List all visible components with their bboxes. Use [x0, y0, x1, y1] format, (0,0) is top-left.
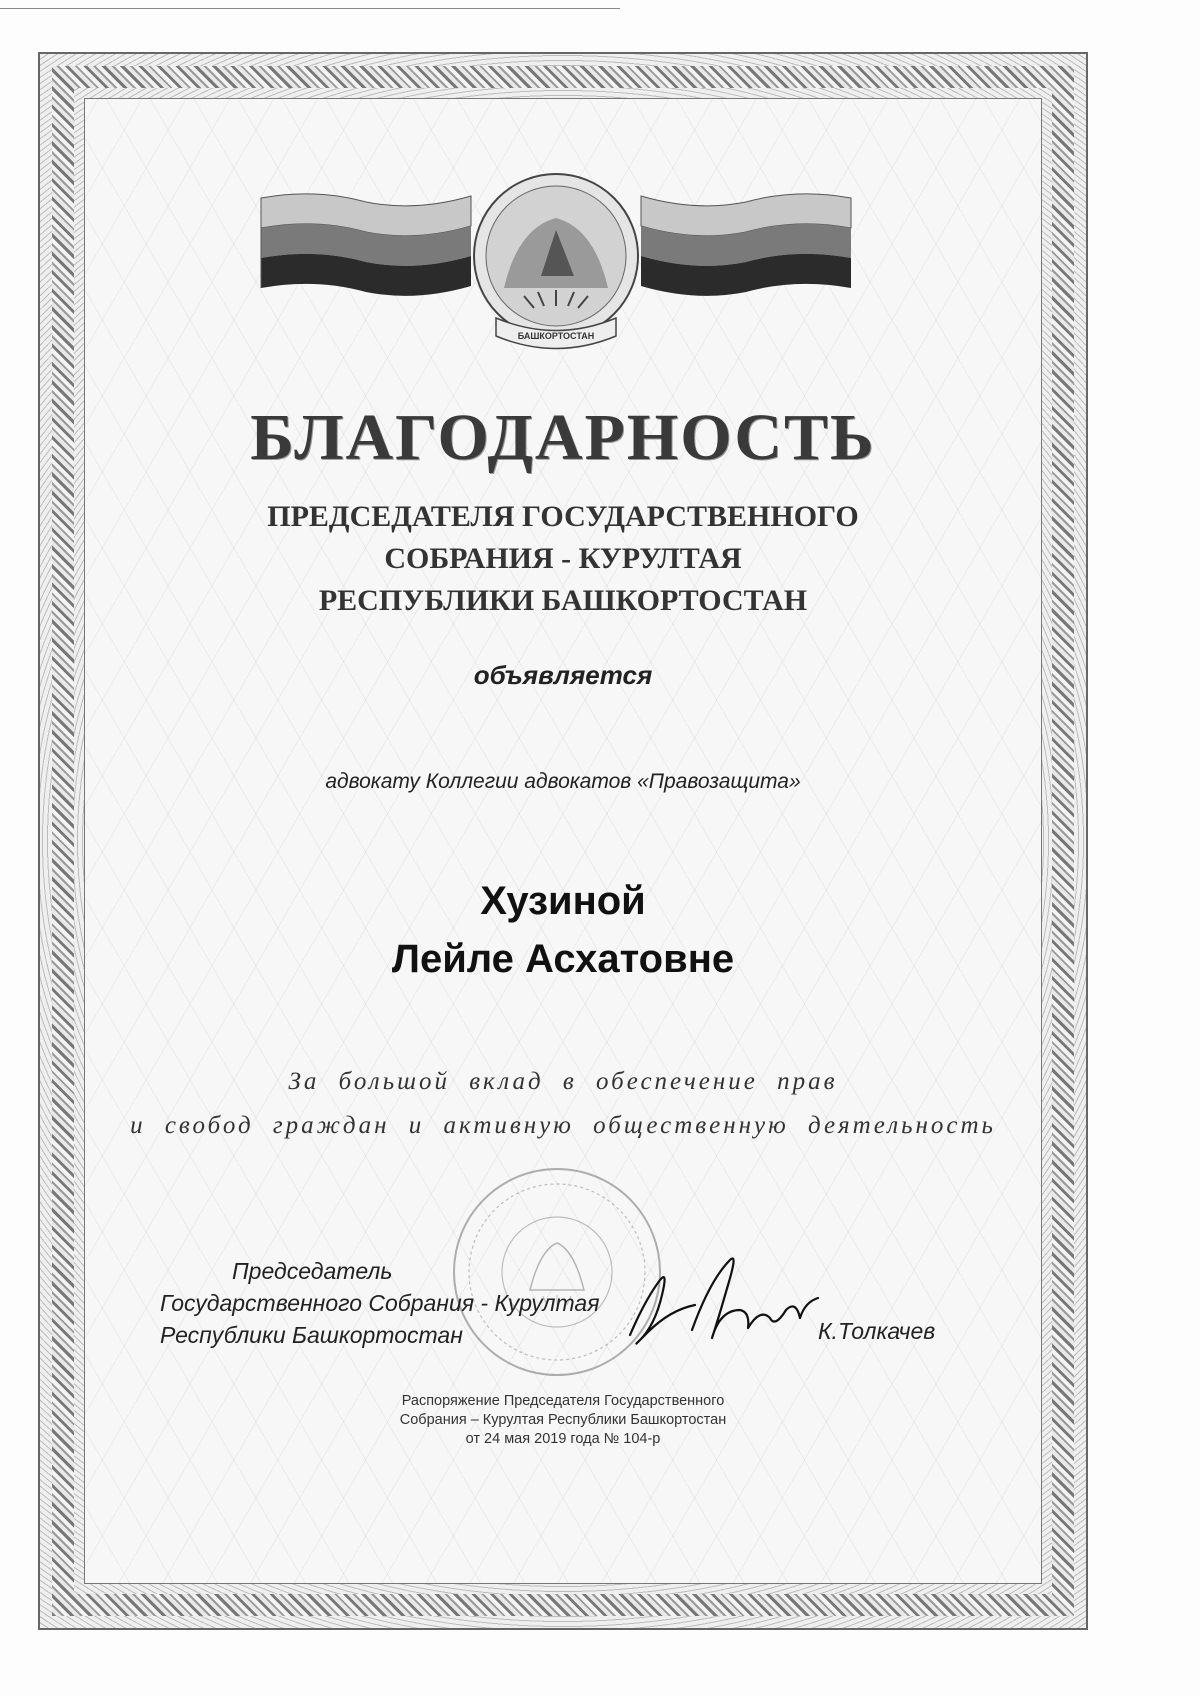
signer-title-line: Председатель	[232, 1258, 393, 1284]
recipient-name	[84, 872, 1042, 988]
reason-line: и свобод граждан и активную общественную деятельность	[130, 1112, 996, 1139]
signer-title-line: Республики Башкортостан	[160, 1322, 463, 1348]
reason-line: За большой вклад в обеспечение прав	[288, 1068, 838, 1095]
order-line: Собрания – Курултая Республики Башкортостан	[399, 1412, 727, 1428]
subtitle-line: ПРЕДСЕДАТЕЛЯ ГОСУДАРСТВЕННОГО	[267, 500, 859, 533]
signer-title-line: Государственного Собрания - Курултая	[160, 1290, 600, 1316]
flag-and-emblem	[256, 168, 856, 368]
recipient-surname: Хузиной	[480, 879, 646, 923]
subtitle-line: СОБРАНИЯ - КУРУЛТАЯ	[384, 542, 742, 575]
subtitle-line: РЕСПУБЛИКИ БАШКОРТОСТАН	[318, 584, 808, 617]
certificate-subtitle	[84, 496, 1042, 622]
order-line: Распоряжение Председателя Государственного	[401, 1393, 725, 1409]
recipient-given-names: Лейле Асхатовне	[391, 937, 735, 981]
emblem-ribbon-text: БАШКОРТОСТАН	[517, 331, 595, 341]
certificate-title: БЛАГОДАРНОСТЬ	[250, 401, 876, 474]
signer-name: К.Толкачев	[818, 1318, 936, 1344]
award-reason	[84, 1060, 1042, 1148]
scan-artifact-line	[0, 8, 620, 9]
order-reference	[84, 1392, 1042, 1449]
flag-ribbon-icon	[256, 168, 856, 368]
order-line: от 24 мая 2019 года № 104-р	[465, 1431, 661, 1447]
announce-text: объявляется	[473, 660, 653, 690]
recipient-role: адвокату Коллегии адвокатов «Правозащита»	[325, 770, 801, 793]
